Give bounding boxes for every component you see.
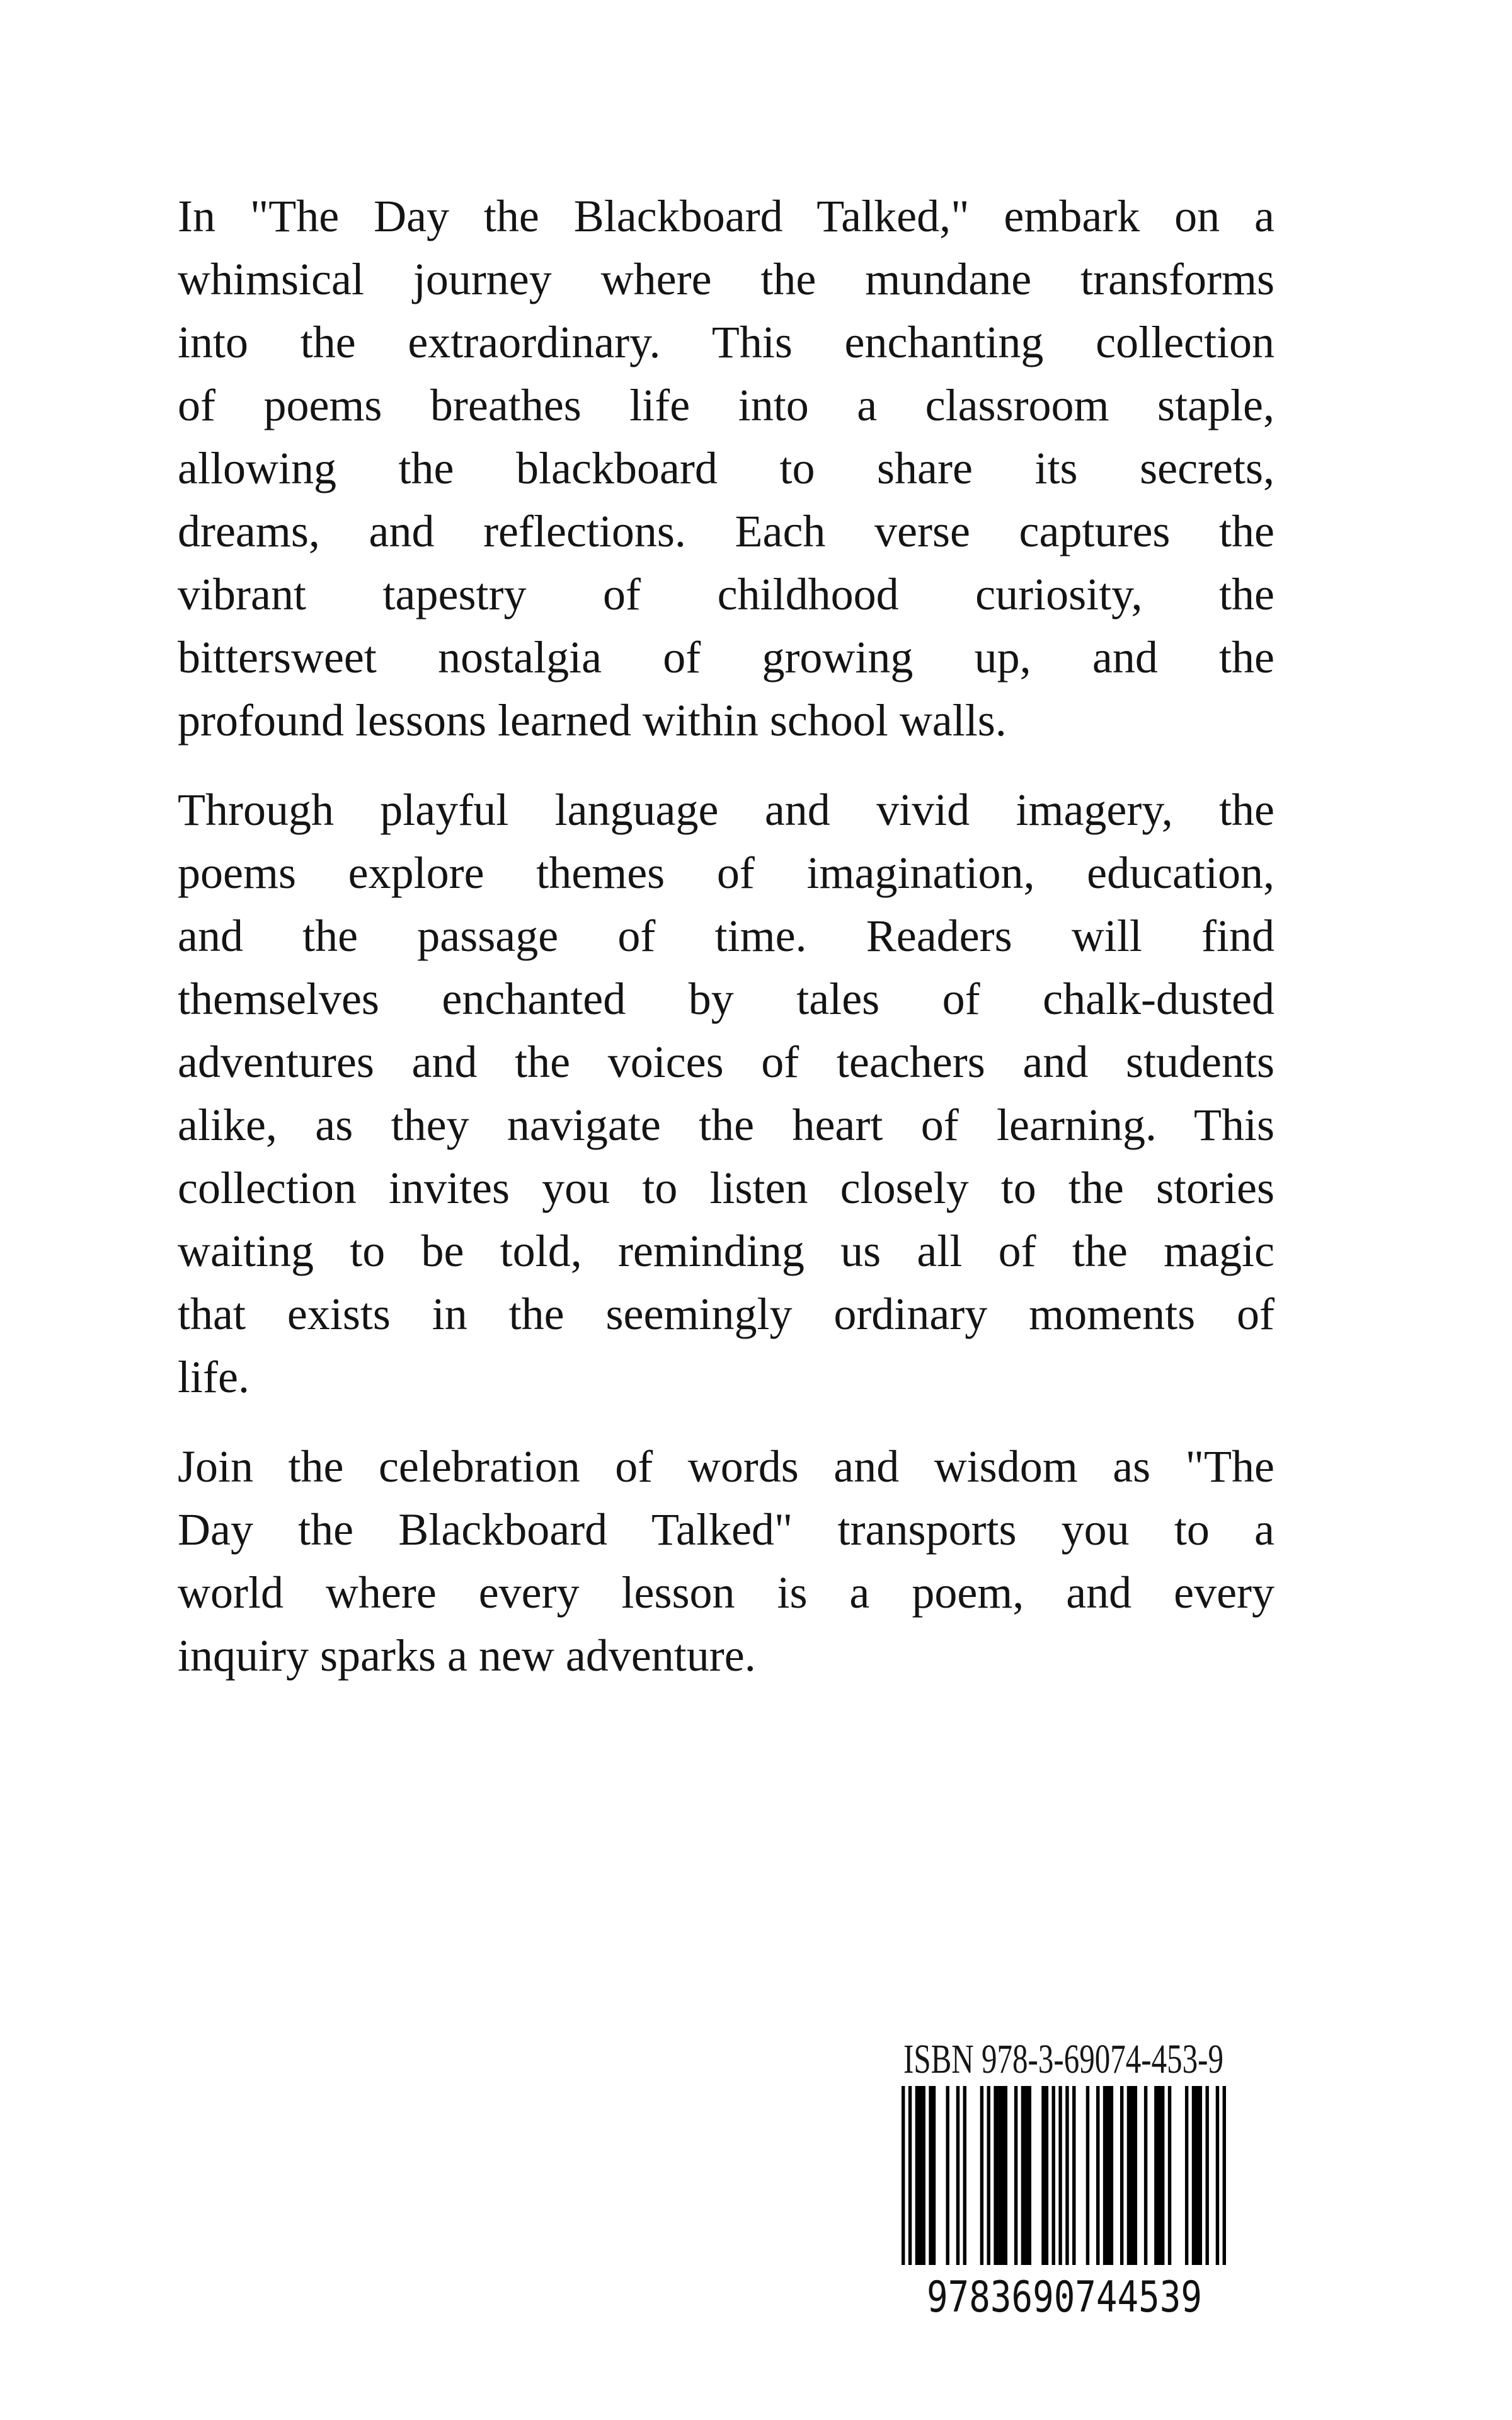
- barcode-bar: [1052, 2086, 1055, 2265]
- barcode-bar: [929, 2086, 936, 2265]
- blurb-paragraph-1: [178, 185, 1274, 752]
- barcode-bar: [1144, 2086, 1147, 2265]
- blurb-line: collection invites you to listen closely to the stories: [178, 1163, 1274, 1213]
- barcode-bar: [1058, 2086, 1062, 2265]
- isbn-label: ISBN 978-3-69074-453-9: [903, 2036, 1223, 2082]
- barcode-bar: [1065, 2086, 1068, 2265]
- blurb-line: and the passage of time. Readers will find: [178, 911, 1274, 961]
- blurb-line: themselves enchanted by tales of chalk-dusted: [178, 974, 1274, 1024]
- blurb-line: that exists in the seemingly ordinary moments of: [178, 1289, 1274, 1339]
- blurb-paragraph-2: [178, 778, 1274, 1409]
- blurb-line: Join the celebration of words and wisdom as "The: [178, 1441, 1274, 1492]
- barcode-bar: [946, 2086, 949, 2265]
- barcode-bar: [1072, 2086, 1075, 2265]
- blurb-line: inquiry sparks a new adventure.: [178, 1630, 756, 1681]
- barcode-bar: [1185, 2086, 1188, 2265]
- blurb-line: poems explore themes of imagination, education,: [178, 848, 1274, 898]
- blurb-line: whimsical journey where the mundane transforms: [178, 254, 1274, 304]
- blurb-line: allowing the blackboard to share its secrets,: [178, 443, 1274, 493]
- blurb-line: profound lessons learned within school walls.: [178, 695, 1007, 746]
- blurb-line: In "The Day the Blackboard Talked," embark on a: [178, 191, 1274, 241]
- barcode-bar: [1205, 2086, 1208, 2265]
- barcode-bar: [1223, 2086, 1226, 2265]
- barcode-bar: [1192, 2086, 1202, 2265]
- barcode-bar: [1168, 2086, 1171, 2265]
- blurb-line: adventures and the voices of teachers and students: [178, 1037, 1274, 1087]
- barcode-bar: [1120, 2086, 1123, 2265]
- barcode-bar: [1127, 2086, 1137, 2265]
- barcode-bar: [1041, 2086, 1048, 2265]
- blurb-line: dreams, and reflections. Each verse captures the: [178, 506, 1274, 556]
- barcode-bar: [1096, 2086, 1099, 2265]
- barcode-bar: [1216, 2086, 1219, 2265]
- blurb-line: life.: [178, 1352, 249, 1402]
- barcode-bar: [963, 2086, 966, 2265]
- blurb-line: alike, as they navigate the heart of learning. This: [178, 1100, 1274, 1150]
- blurb-line: bittersweet nostalgia of growing up, and the: [178, 632, 1274, 683]
- blurb-line: vibrant tapestry of childhood curiosity, the: [178, 569, 1274, 619]
- isbn-barcode-block: [882, 2017, 1260, 2332]
- ean13-barcode: [902, 2086, 1226, 2265]
- blurb-line: waiting to be told, reminding us all of the magic: [178, 1226, 1274, 1276]
- blurb-line: Through playful language and vivid imagery, the: [178, 785, 1274, 835]
- barcode-bar: [1154, 2086, 1164, 2265]
- blurb-line: Day the Blackboard Talked" transports you to a: [178, 1504, 1274, 1555]
- barcode-bar: [915, 2086, 925, 2265]
- barcode-bar: [994, 2086, 1007, 2265]
- barcode-bar: [987, 2086, 990, 2265]
- blurb-line: of poems breathes life into a classroom staple,: [178, 380, 1274, 430]
- barcode-bar: [1014, 2086, 1017, 2265]
- barcode-bar: [956, 2086, 959, 2265]
- book-blurb: [178, 185, 1274, 1714]
- barcode-bar: [1086, 2086, 1089, 2265]
- blurb-paragraph-3: [178, 1435, 1274, 1687]
- blurb-line: world where every lesson is a poem, and every: [178, 1567, 1274, 1618]
- barcode-bar: [1021, 2086, 1031, 2265]
- blurb-line: into the extraordinary. This enchanting collection: [178, 317, 1274, 367]
- barcode-bar: [980, 2086, 983, 2265]
- barcode-bar: [1103, 2086, 1113, 2265]
- barcode-bar: [902, 2086, 905, 2265]
- barcode-bar: [908, 2086, 912, 2265]
- barcode-number: 9783690744539: [927, 2273, 1202, 2322]
